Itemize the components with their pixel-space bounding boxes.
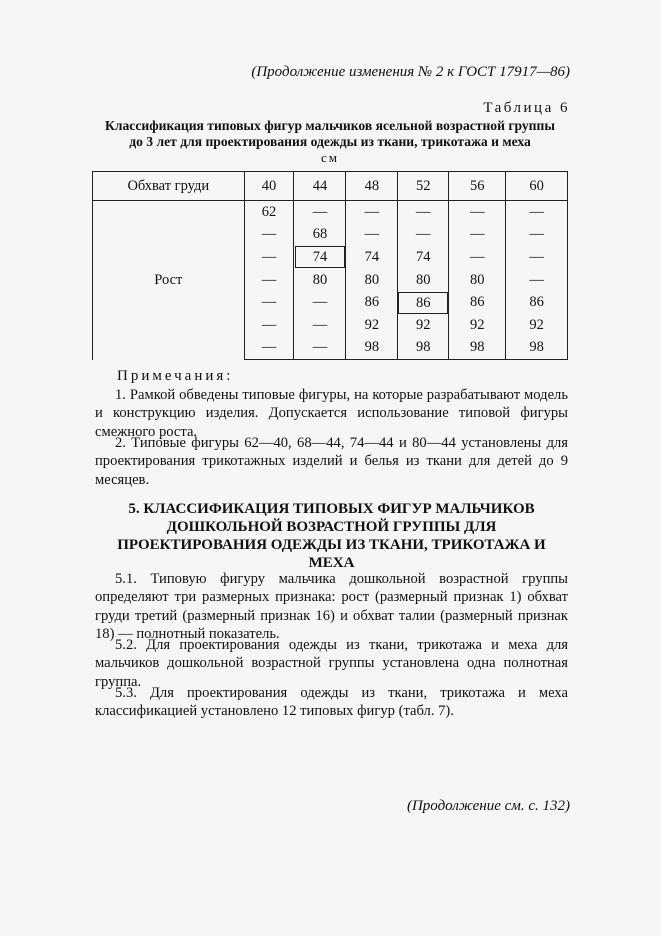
table-cell: — <box>346 201 398 224</box>
table-cell: — <box>506 224 568 247</box>
table-cell: 92 <box>506 314 568 337</box>
table-cell: — <box>244 291 294 314</box>
typical-figures-table <box>92 171 568 360</box>
table-cell: 74 <box>346 246 398 269</box>
table-cell: 92 <box>398 314 449 337</box>
page-footer: (Продолжение см. с. 132) <box>406 798 570 814</box>
section-title: 5. КЛАССИФИКАЦИЯ ТИПОВЫХ ФИГУР МАЛЬЧИКОВ ДОШКОЛЬНОЙ ВОЗРАСТНОЙ ГРУППЫ ДЛЯ ПРОЕКТИРОВАНИЯ ОДЕЖДЫ ИЗ ТКАНИ, ТРИКОТАЖА И МЕХА <box>117 501 546 571</box>
table-caption <box>80 118 580 150</box>
boxed-typical-figure: 86 <box>398 292 448 314</box>
table-cell: — <box>398 201 449 224</box>
table-cell: — <box>449 224 506 247</box>
table-cell: — <box>294 201 346 224</box>
note-2: 2. Типовые фигуры 62—40, 68—44, 74—44 и 80—44 установлены для проектирования трикотажных изделий и белья из ткани для детей до 9 месяцев. <box>95 435 568 488</box>
table-cell: 98 <box>398 337 449 360</box>
table-cell: — <box>506 269 568 292</box>
table-cell: — <box>449 201 506 224</box>
table-cell: 98 <box>506 337 568 360</box>
table-unit: см <box>321 150 339 165</box>
table-cell: — <box>294 291 346 314</box>
chest-girth-header: Обхват груди <box>93 172 245 201</box>
table-cell: 92 <box>346 314 398 337</box>
table-cell: — <box>244 224 294 247</box>
table-cell: 74 <box>398 246 449 269</box>
column-header: 48 <box>346 172 398 201</box>
notes-title: Примечания: <box>117 368 234 384</box>
column-header: 40 <box>244 172 294 201</box>
table-cell: — <box>244 269 294 292</box>
boxed-typical-figure: 74 <box>295 246 345 268</box>
table-cell: — <box>294 314 346 337</box>
column-header: 44 <box>294 172 346 201</box>
column-header: 56 <box>449 172 506 201</box>
table-cell: — <box>506 246 568 269</box>
table-cell <box>398 291 449 314</box>
table-row <box>93 201 568 224</box>
table-header-row <box>93 172 568 201</box>
table-cell: 80 <box>449 269 506 292</box>
table-cell: — <box>346 224 398 247</box>
paragraph-5-2: 5.2. Для проектирования одежды из ткани, трикотажа и меха для мальчиков дошкольной возрастной группы установлена одна полнотная группа. <box>95 637 568 690</box>
table-cell: — <box>244 314 294 337</box>
table-cell: 86 <box>449 291 506 314</box>
column-header: 60 <box>506 172 568 201</box>
table-cell: 80 <box>294 269 346 292</box>
table-cell: 86 <box>346 291 398 314</box>
table-cell: — <box>506 201 568 224</box>
table-cell <box>294 246 346 269</box>
table-cell: 86 <box>506 291 568 314</box>
table-cell: 68 <box>294 224 346 247</box>
page-header: (Продолжение изменения № 2 к ГОСТ 17917—86) <box>251 64 570 80</box>
paragraph-5-1: 5.1. Типовую фигуру мальчика дошкольной возрастной группы определяют три размерных признака: рост (размерный признак 1) обхват груди третий (размерный признак 16) и обхват талии (размерный признак 18) — полнотный показатель. <box>95 571 568 643</box>
table-cell: — <box>244 246 294 269</box>
table-label: Таблица 6 <box>483 100 570 116</box>
table-caption-line2: до 3 лет для проектирования одежды из ткани, трикотажа и меха <box>129 134 531 149</box>
table-cell: 62 <box>244 201 294 224</box>
table-cell: 98 <box>449 337 506 360</box>
table-cell: — <box>244 337 294 360</box>
table-caption-line1: Классификация типовых фигур мальчиков ясельной возрастной группы <box>105 118 555 133</box>
table-cell: 98 <box>346 337 398 360</box>
column-header: 52 <box>398 172 449 201</box>
height-label: Рост <box>93 201 245 360</box>
paragraph-5-3: 5.3. Для проектирования одежды из ткани, трикотажа и меха классификацией установлено 12 типовых фигур (табл. 7). <box>95 685 568 720</box>
table-cell: 92 <box>449 314 506 337</box>
table-cell: — <box>449 246 506 269</box>
table-cell: 80 <box>398 269 449 292</box>
note-1: 1. Рамкой обведены типовые фигуры, на которые разрабатывают модель и конструкцию изделия. Допускается использование типовой фигуры смежного роста. <box>95 387 568 440</box>
table-cell: — <box>398 224 449 247</box>
table-cell: 80 <box>346 269 398 292</box>
table-cell: — <box>294 337 346 360</box>
